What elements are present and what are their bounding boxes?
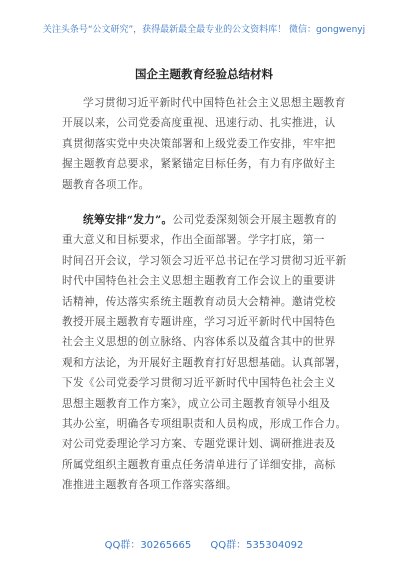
paragraph-line: 时代中国特色社会主义思想主题教育工作会议上的重要讲	[62, 275, 336, 288]
paragraph-line: 教授开展主题教育专题讲座，学习习近平新时代中国特色	[62, 315, 336, 328]
paragraph-line: 学习贯彻习近平新时代中国特色社会主义思想主题教育	[83, 97, 346, 109]
paragraph-line: 握主题教育总要求，紧紧锚定目标任务，有力有序做好主	[62, 158, 336, 171]
paragraph-line: 时间召开会议，学习领会习近平总书记在学习贯彻习近平新	[62, 254, 347, 267]
paragraph-line: 真贯彻落实党中央决策部署和上级党委工作安排，牢牢把	[62, 137, 336, 150]
paragraph-planning	[62, 210, 354, 495]
paragraph-line: 其办公室，明确各专项组职责和人员构成，形成工作合力。	[62, 417, 347, 430]
paragraph-line: 重大意义和目标要求，作出全面部署。学字打底，第一	[62, 234, 325, 247]
paragraph-line: 对公司党委理论学习方案、专题党课计划、调研推进表及	[62, 438, 336, 451]
paragraph-line: 所属党组织主题教育重点任务清单进行了详细安排，高标	[62, 458, 336, 471]
paragraph-line: 话精神，传达落实系统主题教育动员大会精神。邀请党校	[62, 295, 336, 308]
footer-contacts	[0, 536, 408, 551]
paragraph-first-rest: 公司党委深刻领会开展主题教育的	[172, 214, 337, 226]
paragraph-line: 思想主题教育工作方案》，成立公司主题教育领导小组及	[62, 397, 331, 410]
footer-qq-group-2: QQ群：535304092	[210, 540, 304, 551]
paragraph-line: 观和方法论，为开展好主题教育打好思想基础。认真部署，	[62, 356, 347, 369]
paragraph-intro	[62, 93, 354, 195]
header-notice: 关注头条号“公文研究”，获得最新最全最专业的公文资料库！ 微信：gongwenyj	[42, 25, 366, 35]
paragraph-lead: 统筹安排“发力”。	[83, 214, 173, 226]
paragraph-first-line	[62, 210, 354, 230]
paragraph-line: 下发《公司党委学习贯彻习近平新时代中国特色社会主义	[62, 377, 336, 390]
paragraph-line: 社会主义思想的创立脉络、内容体系以及蕴含其中的世界	[62, 336, 336, 349]
paragraph-line: 开展以来，公司党委高度重视、迅速行动、扎实推进，认	[62, 117, 336, 130]
paragraph-line: 准推进主题教育各项工作落实落细。	[62, 479, 238, 492]
document-title: 国企主题教育经验总结材料	[135, 67, 273, 81]
footer-qq-group-1: QQ群：30265665	[104, 540, 192, 551]
paragraph-line: 题教育各项工作。	[62, 178, 150, 191]
